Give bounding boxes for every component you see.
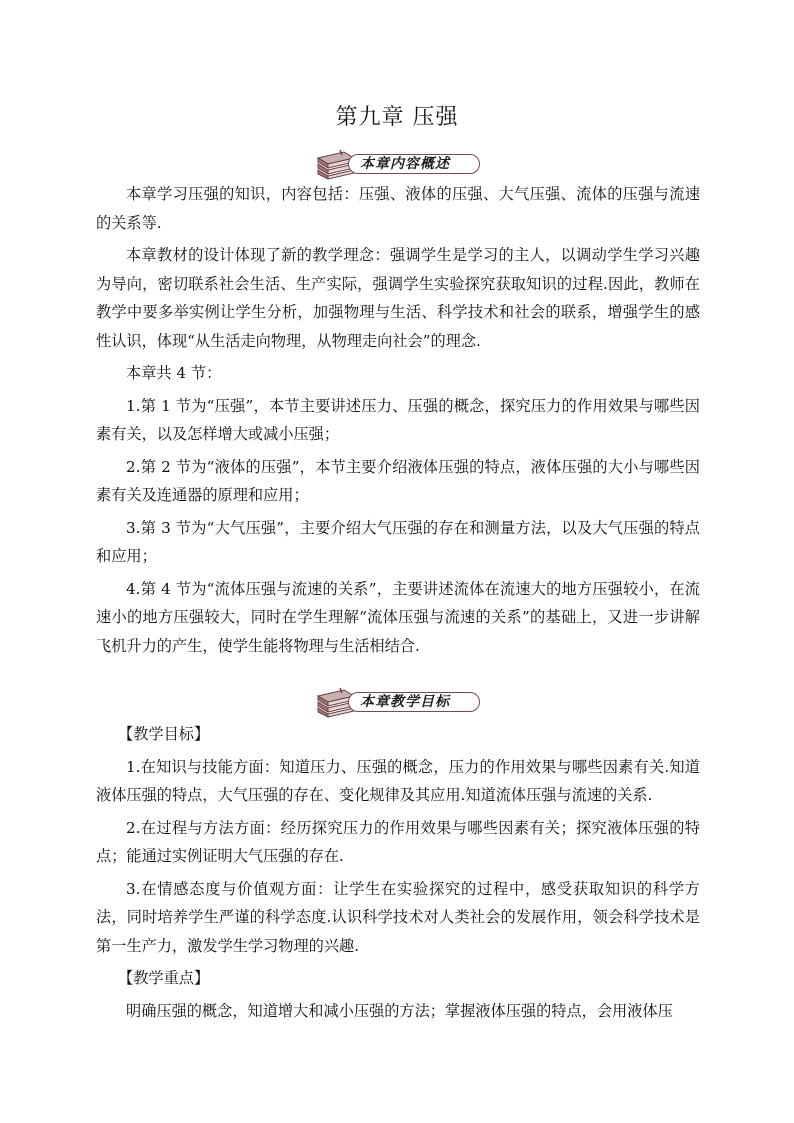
paragraph: 3.第 3 节为“大气压强”，主要介绍大气压强的存在和测量方法，以及大气压强的特点和应用； <box>96 518 700 565</box>
paragraph: 明确压强的概念，知道增大和减小压强的方法；掌握液体压强的特点，会用液体压 <box>126 1001 673 1020</box>
paragraph: 本章教材的设计体现了新的教学理念：强调学生是学习的主人，以调动学生学习兴趣为导向，密切联系社会生活、生产实际，强调学生实验探究获取知识的过程.因此，教师在教学中要多举实例让学生分析，加强物理与生活、科学技术和社会的联系，增强学生的感性认识，体现“从生活走向物理，从物理走向社会”的理念. <box>96 246 700 350</box>
paragraph: 4.第 4 节为“流体压强与流速的关系”，主要讲述流体在流速大的地方压强较小，在流速小的地方压强较大，同时在学生理解“流体压强与流速的关系”的基础上，又进一步讲解飞机升力的产生，使学生能将物理与生活相结合. <box>96 579 700 655</box>
paragraph: 2.在过程与方法方面：经历探究压力的作用效果与哪些因素有关；探究液体压强的特点；能通过实例证明大气压强的存在. <box>96 818 700 865</box>
subheading: 【教学目标】 <box>118 725 210 743</box>
paragraph: 1.第 1 节为“压强”，本节主要讲述压力、压强的概念，探究压力的作用效果与哪些因素有关，以及怎样增大或减小压强； <box>96 396 700 443</box>
paragraph: 1.在知识与技能方面：知道压力、压强的概念，压力的作用效果与哪些因素有关.知道液体压强的特点，大气压强的存在、变化规律及其应用.知道流体压强与流速的关系. <box>96 757 700 804</box>
paragraph: 本章学习压强的知识，内容包括：压强、液体的压强、大气压强、流体的压强与流速的关系等. <box>96 185 700 232</box>
section-banner-goals <box>314 684 482 718</box>
chapter-title: 第九章 压强 <box>335 105 459 130</box>
goals-section <box>96 720 700 1029</box>
paragraph: 本章共 4 节： <box>126 364 222 382</box>
banner-label: 本章教学目标 <box>360 694 450 710</box>
overview-section <box>96 180 700 664</box>
paragraph: 3.在情感态度与价值观方面：让学生在实验探究的过程中，感受获取知识的科学方法，同时培养学生严谨的科学态度.认识科学技术对人类社会的发展作用，领会科学技术是第一生产力，激发学生学习物理的兴趣. <box>96 879 700 955</box>
banner-label: 本章内容概述 <box>360 156 450 172</box>
paragraph: 2.第 2 节为“液体的压强”，本节主要介绍液体压强的特点，液体压强的大小与哪些因素有关及连通器的原理和应用； <box>96 457 700 504</box>
section-banner-overview <box>314 146 482 180</box>
subheading: 【教学重点】 <box>118 969 210 987</box>
